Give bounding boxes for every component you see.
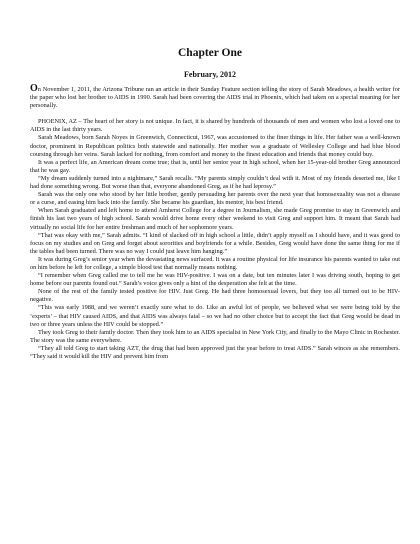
paragraph: PHOENIX, AZ – The heart of her story is not unique. In fact, it is shared by hundreds of thousands of men and women who lost a loved one to AIDS in the last thirty years. <box>30 118 400 134</box>
paragraph: None of the rest of the family tested positive for HIV. Just Greg. He had three homosexual lovers, but they too all turned out to be HIV-negative. <box>30 288 400 304</box>
paragraph: Sarah Meadows, born Sarah Noyes in Greenwich, Connecticut, 1967, was accustomed to the finer things in life. Her father was a well-known doctor, prominent in Republican politics both statewide and nationally. Her mother was a graduate of Wellesley College and had blue blood coursing through her veins. Sarah lacked for nothing, from comfort and money to the finest education and friends that money could buy. <box>30 134 400 158</box>
paragraph: When Sarah graduated and left home to attend Amherst College for a degree in Journalism, she made Greg promise to stay in Greenwich and finish his last two years of high school. Sarah would drive home every other weekend to visit Greg and support him. It meant that Sarah had virtually no social life for her entire freshman and much of her sophomore years. <box>30 207 400 231</box>
lead-paragraph <box>30 83 400 110</box>
lead-paragraph-text: n November 1, 2011, the Arizona Tribune ran an article in their Sunday Feature section telling the story of Sarah Meadows, a health writer for the paper who lost her brother to AIDS in 1990. Sarah had been covering the AIDS trial in Phoenix, which had taken on a special meaning for her personally. <box>30 86 400 110</box>
paragraph: “I remember when Greg called me to tell me he was HIV-positive. I was on a date, but ten minutes later I was driving south, hoping to get home before our parents found out.” Sarah’s voice gives only a hint of the desperation she felt at the time. <box>30 272 400 288</box>
paragraph: “This was early 1988, and we weren’t exactly sure what to do. Like an awful lot of people, we believed what we were being told by the ‘experts’ – that HIV caused AIDS, and that AIDS was always fatal – so we had no other choice but to accept the fact that Greg would be dead in two or three years unless the HIV could be stopped.” <box>30 304 400 328</box>
paragraph: It was a perfect life, an American dream come true; that is, until her senior year in high school, when her 15-year-old brother Greg announced that he was gay. <box>30 158 400 174</box>
chapter-body <box>30 83 400 361</box>
drop-cap: O <box>30 83 38 94</box>
chapter-date: February, 2012 <box>184 70 236 79</box>
paragraph: It was during Greg’s senior year when the devastating news surfaced. It was a routine physical for life insurance his parents wanted to take out on him before he left for college, a simple blood test that normally means nothing. <box>30 255 400 271</box>
chapter-title: Chapter One <box>178 47 242 59</box>
paragraph: They took Greg to their family doctor. Then they took him to an AIDS specialist in New York City, and finally to the Mayo Clinic in Rochester. The story was the same everywhere. <box>30 328 400 344</box>
paragraph: Sarah was the only one who stood by her little brother, gently persuading her parents over the next year that homosexuality was not a disease or a curse, and easing him back into the family. She became his guardian, his mentor, his best friend. <box>30 191 400 207</box>
paragraph: “My dream suddenly turned into a nightmare,” Sarah recalls. “My parents simply couldn’t deal with it. Most of my friends deserted me, like I had done something wrong. But worse than that, everyone abandoned Greg, as if he had leprosy.” <box>30 174 400 191</box>
paragraph: “That was okay with me,” Sarah admits. “I kind of slacked off in high school a little, didn’t apply myself as I should have, and it was good to focus on my studies and on Greg and forget about sororities and boyfriends for a while. Besides, Greg would have done the same thing for me if the tables had been turned. There was no way I could just leave him hanging.” <box>30 231 400 255</box>
paragraph: “They all told Greg to start taking AZT, the drug that had been approved just the year before to treat AIDS.” Sarah winces as she remembers. “They said it would kill the HIV and prevent him from <box>30 344 400 360</box>
